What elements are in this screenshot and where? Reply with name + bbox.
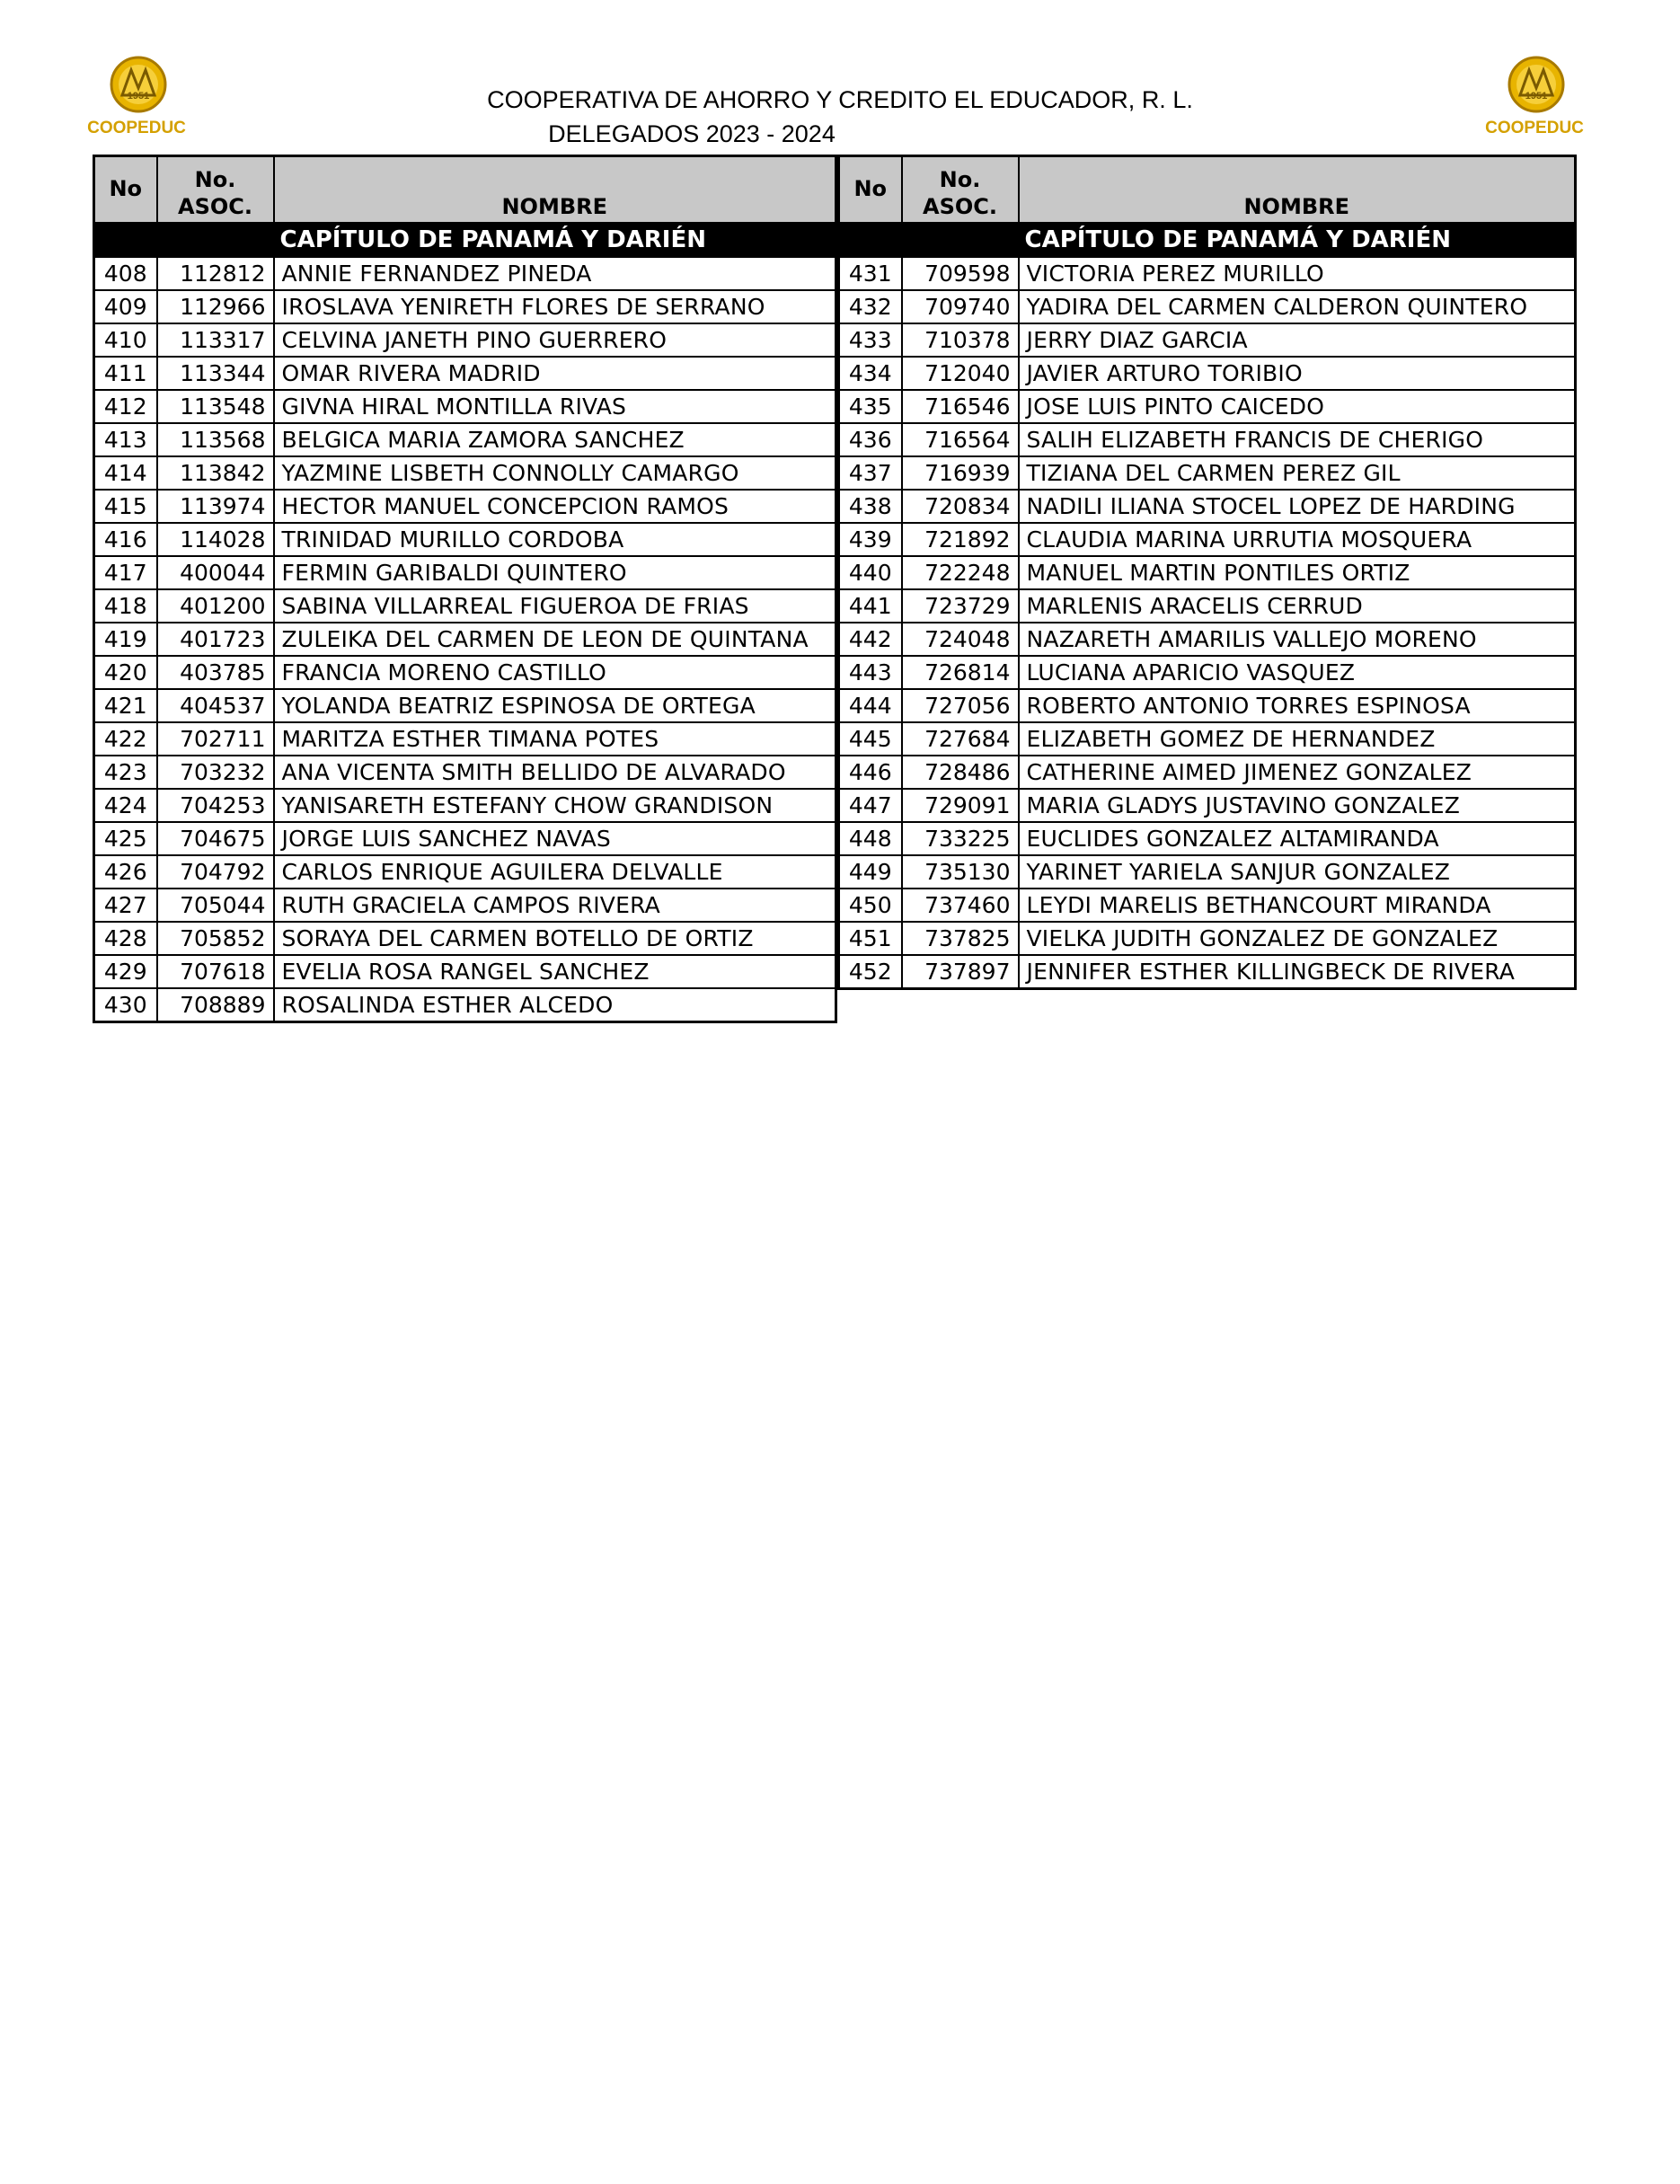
row-number: 451 (839, 922, 902, 955)
table-row (839, 556, 1576, 589)
table-row (94, 756, 836, 789)
table-row (94, 656, 836, 689)
member-name: VICTORIA PEREZ MURILLO (1019, 257, 1576, 290)
member-number: 702711 (157, 722, 274, 756)
table-row (94, 257, 836, 290)
table-row (94, 589, 836, 623)
member-name: MARITZA ESTHER TIMANA POTES (274, 722, 836, 756)
member-name: CATHERINE AIMED JIMENEZ GONZALEZ (1019, 756, 1576, 789)
table-row (94, 290, 836, 323)
member-name: NADILI ILIANA STOCEL LOPEZ DE HARDING (1019, 490, 1576, 523)
member-number: 735130 (902, 855, 1019, 889)
table-row (839, 290, 1576, 323)
row-number: 415 (94, 490, 157, 523)
member-name: CLAUDIA MARINA URRUTIA MOSQUERA (1019, 523, 1576, 556)
table-row (839, 955, 1576, 989)
member-number: 737897 (902, 955, 1019, 989)
table-row (839, 855, 1576, 889)
svg-text:COOPEDUC: COOPEDUC (1485, 119, 1584, 137)
member-number: 727684 (902, 722, 1019, 756)
member-name: ANA VICENTA SMITH BELLIDO DE ALVARADO (274, 756, 836, 789)
svg-text:1951: 1951 (1525, 91, 1548, 102)
row-number: 446 (839, 756, 902, 789)
row-number: 417 (94, 556, 157, 589)
member-name: SORAYA DEL CARMEN BOTELLO DE ORTIZ (274, 922, 836, 955)
member-number: 704253 (157, 789, 274, 822)
row-number: 448 (839, 822, 902, 855)
member-name: ZULEIKA DEL CARMEN DE LEON DE QUINTANA (274, 623, 836, 656)
member-name: RUTH GRACIELA CAMPOS RIVERA (274, 889, 836, 922)
table-row (94, 556, 836, 589)
member-number: 112966 (157, 290, 274, 323)
row-number: 435 (839, 390, 902, 423)
col-header-nombre: NOMBRE (1019, 156, 1576, 224)
member-name: JENNIFER ESTHER KILLINGBECK DE RIVERA (1019, 955, 1576, 989)
table-row (94, 689, 836, 722)
row-number: 426 (94, 855, 157, 889)
member-name: TRINIDAD MURILLO CORDOBA (274, 523, 836, 556)
member-name: JOSE LUIS PINTO CAICEDO (1019, 390, 1576, 423)
table-row (94, 490, 836, 523)
table-row (94, 423, 836, 456)
member-name: YAZMINE LISBETH CONNOLLY CAMARGO (274, 456, 836, 490)
row-number: 409 (94, 290, 157, 323)
member-number: 113974 (157, 490, 274, 523)
member-name: EUCLIDES GONZALEZ ALTAMIRANDA (1019, 822, 1576, 855)
table-row (839, 323, 1576, 357)
row-number: 434 (839, 357, 902, 390)
row-number: 452 (839, 955, 902, 989)
member-number: 403785 (157, 656, 274, 689)
table-row (94, 822, 836, 855)
delegates-table-right (837, 155, 1577, 990)
member-name: TIZIANA DEL CARMEN PEREZ GIL (1019, 456, 1576, 490)
row-number: 431 (839, 257, 902, 290)
member-name: JORGE LUIS SANCHEZ NAVAS (274, 822, 836, 855)
member-number: 709740 (902, 290, 1019, 323)
member-name: CELVINA JANETH PINO GUERRERO (274, 323, 836, 357)
row-number: 447 (839, 789, 902, 822)
row-number: 427 (94, 889, 157, 922)
member-number: 404537 (157, 689, 274, 722)
row-number: 441 (839, 589, 902, 623)
member-number: 400044 (157, 556, 274, 589)
member-number: 728486 (902, 756, 1019, 789)
member-name: YANISARETH ESTEFANY CHOW GRANDISON (274, 789, 836, 822)
table-row (94, 955, 836, 988)
asoc-line2: ASOC. (923, 194, 997, 219)
row-number: 418 (94, 589, 157, 623)
table-row (839, 490, 1576, 523)
member-name: EVELIA ROSA RANGEL SANCHEZ (274, 955, 836, 988)
row-number: 432 (839, 290, 902, 323)
row-number: 419 (94, 623, 157, 656)
row-number: 443 (839, 656, 902, 689)
table-row (839, 656, 1576, 689)
member-name: MARIA GLADYS JUSTAVINO GONZALEZ (1019, 789, 1576, 822)
row-number: 433 (839, 323, 902, 357)
table-row (94, 323, 836, 357)
row-number: 420 (94, 656, 157, 689)
table-row (94, 722, 836, 756)
member-number: 113548 (157, 390, 274, 423)
col-header-asoc (902, 156, 1019, 224)
member-number: 724048 (902, 623, 1019, 656)
member-name: FRANCIA MORENO CASTILLO (274, 656, 836, 689)
row-number: 449 (839, 855, 902, 889)
row-number: 421 (94, 689, 157, 722)
member-name: YARINET YARIELA SANJUR GONZALEZ (1019, 855, 1576, 889)
member-name: VIELKA JUDITH GONZALEZ DE GONZALEZ (1019, 922, 1576, 955)
member-name: BELGICA MARIA ZAMORA SANCHEZ (274, 423, 836, 456)
table-row (94, 855, 836, 889)
member-number: 113344 (157, 357, 274, 390)
member-number: 716546 (902, 390, 1019, 423)
member-name: OMAR RIVERA MADRID (274, 357, 836, 390)
row-number: 445 (839, 722, 902, 756)
member-number: 703232 (157, 756, 274, 789)
member-number: 710378 (902, 323, 1019, 357)
row-number: 424 (94, 789, 157, 822)
member-name: SABINA VILLARREAL FIGUEROA DE FRIAS (274, 589, 836, 623)
member-number: 707618 (157, 955, 274, 988)
table-row (94, 623, 836, 656)
table-row (94, 789, 836, 822)
row-number: 436 (839, 423, 902, 456)
member-name: HECTOR MANUEL CONCEPCION RAMOS (274, 490, 836, 523)
member-name: MARLENIS ARACELIS CERRUD (1019, 589, 1576, 623)
member-name: ROSALINDA ESTHER ALCEDO (274, 988, 836, 1022)
member-number: 705044 (157, 889, 274, 922)
member-name: FERMIN GARIBALDI QUINTERO (274, 556, 836, 589)
table-row (839, 456, 1576, 490)
chapter-label: CAPÍTULO DE PANAMÁ Y DARIÉN (1019, 223, 1576, 257)
row-number: 430 (94, 988, 157, 1022)
member-number: 721892 (902, 523, 1019, 556)
table-row (839, 822, 1576, 855)
row-number: 412 (94, 390, 157, 423)
member-number: 401723 (157, 623, 274, 656)
member-number: 113568 (157, 423, 274, 456)
member-name: LUCIANA APARICIO VASQUEZ (1019, 656, 1576, 689)
member-name: JERRY DIAZ GARCIA (1019, 323, 1576, 357)
member-number: 114028 (157, 523, 274, 556)
row-number: 413 (94, 423, 157, 456)
member-name: IROSLAVA YENIRETH FLORES DE SERRANO (274, 290, 836, 323)
document-title: COOPERATIVA DE AHORRO Y CREDITO EL EDUCADOR, R. L. (487, 86, 1193, 113)
row-number: 444 (839, 689, 902, 722)
member-name: ROBERTO ANTONIO TORRES ESPINOSA (1019, 689, 1576, 722)
chapter-spacer (839, 223, 1019, 257)
member-number: 737825 (902, 922, 1019, 955)
row-number: 450 (839, 889, 902, 922)
member-number: 712040 (902, 357, 1019, 390)
member-name: NAZARETH AMARILIS VALLEJO MORENO (1019, 623, 1576, 656)
row-number: 437 (839, 456, 902, 490)
member-name: JAVIER ARTURO TORIBIO (1019, 357, 1576, 390)
member-number: 705852 (157, 922, 274, 955)
member-number: 726814 (902, 656, 1019, 689)
member-name: ELIZABETH GOMEZ DE HERNANDEZ (1019, 722, 1576, 756)
table-row (839, 689, 1576, 722)
member-name: SALIH ELIZABETH FRANCIS DE CHERIGO (1019, 423, 1576, 456)
member-number: 737460 (902, 889, 1019, 922)
row-number: 439 (839, 523, 902, 556)
row-number: 428 (94, 922, 157, 955)
document-subtitle: DELEGADOS 2023 - 2024 (548, 120, 836, 147)
member-number: 704792 (157, 855, 274, 889)
row-number: 410 (94, 323, 157, 357)
member-number: 113317 (157, 323, 274, 357)
table-row (839, 889, 1576, 922)
table-row (94, 922, 836, 955)
asoc-line1: No. (939, 167, 981, 192)
table-row (839, 722, 1576, 756)
row-number: 438 (839, 490, 902, 523)
asoc-line1: No. (194, 167, 236, 192)
member-name: CARLOS ENRIQUE AGUILERA DELVALLE (274, 855, 836, 889)
row-number: 414 (94, 456, 157, 490)
member-name: MANUEL MARTIN PONTILES ORTIZ (1019, 556, 1576, 589)
col-header-nombre: NOMBRE (274, 156, 836, 224)
row-number: 422 (94, 722, 157, 756)
row-number: 423 (94, 756, 157, 789)
table-row (839, 523, 1576, 556)
table-row (839, 789, 1576, 822)
table-row (839, 423, 1576, 456)
member-name: YOLANDA BEATRIZ ESPINOSA DE ORTEGA (274, 689, 836, 722)
table-row (839, 589, 1576, 623)
table-row (839, 357, 1576, 390)
row-number: 442 (839, 623, 902, 656)
member-number: 113842 (157, 456, 274, 490)
table-row (839, 623, 1576, 656)
member-number: 716564 (902, 423, 1019, 456)
table-row (94, 889, 836, 922)
col-header-no: No (94, 156, 157, 224)
chapter-spacer (94, 223, 274, 257)
row-number: 425 (94, 822, 157, 855)
member-name: LEYDI MARELIS BETHANCOURT MIRANDA (1019, 889, 1576, 922)
svg-text:COOPEDUC: COOPEDUC (87, 119, 186, 137)
member-number: 727056 (902, 689, 1019, 722)
member-name: YADIRA DEL CARMEN CALDERON QUINTERO (1019, 290, 1576, 323)
table-row (94, 988, 836, 1022)
member-number: 709598 (902, 257, 1019, 290)
table-row (94, 523, 836, 556)
table-row (839, 922, 1576, 955)
member-number: 723729 (902, 589, 1019, 623)
svg-text:1951: 1951 (127, 91, 150, 102)
delegates-table-left (93, 155, 837, 1023)
table-row (94, 357, 836, 390)
row-number: 429 (94, 955, 157, 988)
member-number: 720834 (902, 490, 1019, 523)
table-row (839, 257, 1576, 290)
row-number: 408 (94, 257, 157, 290)
member-number: 716939 (902, 456, 1019, 490)
table-row (839, 756, 1576, 789)
member-number: 729091 (902, 789, 1019, 822)
table-row (94, 456, 836, 490)
member-name: GIVNA HIRAL MONTILLA RIVAS (274, 390, 836, 423)
member-number: 722248 (902, 556, 1019, 589)
col-header-no: No (839, 156, 902, 224)
member-number: 112812 (157, 257, 274, 290)
row-number: 440 (839, 556, 902, 589)
asoc-line2: ASOC. (178, 194, 252, 219)
chapter-label: CAPÍTULO DE PANAMÁ Y DARIÉN (274, 223, 836, 257)
member-number: 704675 (157, 822, 274, 855)
member-number: 708889 (157, 988, 274, 1022)
table-row (839, 390, 1576, 423)
row-number: 416 (94, 523, 157, 556)
member-number: 401200 (157, 589, 274, 623)
col-header-asoc (157, 156, 274, 224)
member-name: ANNIE FERNANDEZ PINEDA (274, 257, 836, 290)
member-number: 733225 (902, 822, 1019, 855)
table-row (94, 390, 836, 423)
row-number: 411 (94, 357, 157, 390)
